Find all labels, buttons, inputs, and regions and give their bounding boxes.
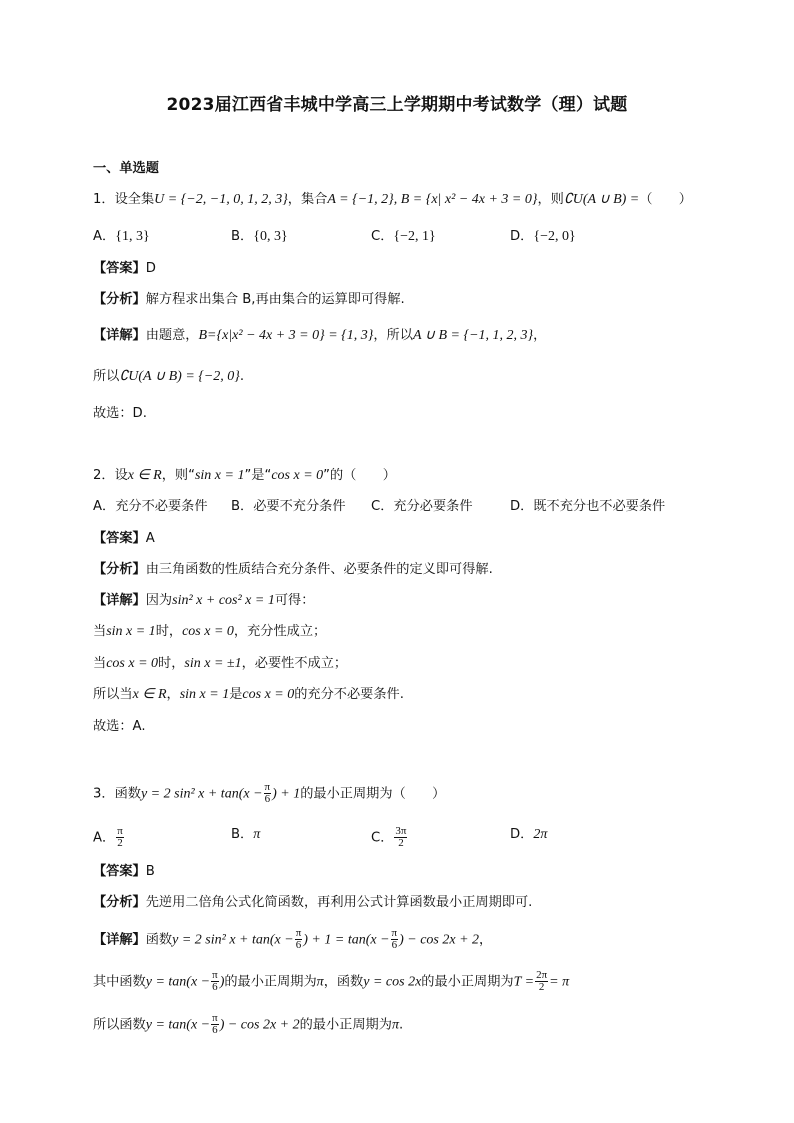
q3-option-c: C． $\frac{3\pi}{2}$: [371, 825, 407, 849]
q1-detail-line2: 所以∁U(A ∪ B) = {−2, 0}.: [93, 369, 245, 384]
pi-over-six: $\frac{\pi}{6}$: [264, 781, 271, 805]
q1-answer: 【答案】D: [93, 261, 156, 276]
q1-option-d: D．{−2, 0}: [510, 229, 576, 244]
q1-choice: 故选：D.: [93, 406, 147, 421]
q2-answer: 【答案】A: [93, 531, 155, 546]
q1-option-c: C．{−2, 1}: [371, 229, 436, 244]
page-title: 2023届江西省丰城中学高三上学期期中考试数学（理）试题: [166, 95, 628, 115]
q2-detail-line2: 当cos x = 0时，sin x = ±1，必要性不成立；: [93, 656, 348, 671]
q1-option-b: B．{0, 3}: [231, 229, 288, 244]
q2-choice: 故选：A.: [93, 719, 146, 734]
q1-option-a: A．{1, 3}: [93, 229, 150, 244]
q2-detail: 【详解】因为sin² x + cos² x = 1可得：: [93, 593, 315, 608]
q1-analysis: 【分析】解方程求出集合 B,再由集合的运算即可得解.: [93, 292, 405, 307]
q2-option-b: B．必要不充分条件: [231, 499, 346, 514]
q3-detail-line2: 所以函数y = tan(x − $\frac{\pi}{6}$ ) − cos 2x + 2的最小正周期为π.: [93, 1012, 404, 1036]
q2-option-d: D．既不充分也不必要条件: [510, 499, 666, 514]
q1-detail: 【详解】由题意，B={x|x² − 4x + 3 = 0} = {1, 3}，所以A ∪ B = {−1, 1, 2, 3}，: [93, 328, 547, 343]
q3-analysis: 【分析】先逆用二倍角公式化简函数，再利用公式计算函数最小正周期即可.: [93, 895, 533, 910]
q2-analysis: 【分析】由三角函数的性质结合充分条件、必要条件的定义即可得解.: [93, 562, 493, 577]
q3-option-a: A． $\frac{\pi}{2}$: [93, 825, 123, 849]
section-heading: 一、单选题: [93, 161, 159, 176]
q3-option-d: D．2π: [510, 827, 548, 842]
q3-detail: 【详解】函数y = 2 sin² x + tan(x − $\frac{\pi}{6}$ ) + 1 = tan(x − $\frac{\pi}{6}$ ) − cos 2x + 2，: [93, 927, 493, 951]
q3-option-b: B．π: [231, 827, 261, 842]
q2-stem: 2．设x ∈ R，则“sin x = 1”是“cos x = 0”的（ ）: [93, 468, 396, 483]
q2-option-a: A．充分不必要条件: [93, 499, 208, 514]
q3-detail-line1: 其中函数y = tan(x − $\frac{\pi}{6}$ )的最小正周期为π，函数y = cos 2x的最小正周期为T = $\frac{2\pi}{2}$ = π: [93, 969, 570, 993]
q2-detail-line1: 当sin x = 1时，cos x = 0，充分性成立；: [93, 624, 327, 639]
q2-option-c: C．充分必要条件: [371, 499, 473, 514]
q2-detail-line3: 所以当x ∈ R，sin x = 1是cos x = 0的充分不必要条件.: [93, 687, 404, 702]
q3-stem: 3．函数y = 2 sin² x + tan(x − $\frac{\pi}{6}$ ) + 1的最小正周期为（ ）: [93, 781, 446, 805]
q1-stem: 1．设全集U = {−2, −1, 0, 1, 2, 3}，集合A = {−1, 2}, B = {x| x² − 4x + 3 = 0}，则∁U(A ∪ B) =（ ）: [93, 192, 692, 207]
q3-answer: 【答案】B: [93, 864, 155, 879]
